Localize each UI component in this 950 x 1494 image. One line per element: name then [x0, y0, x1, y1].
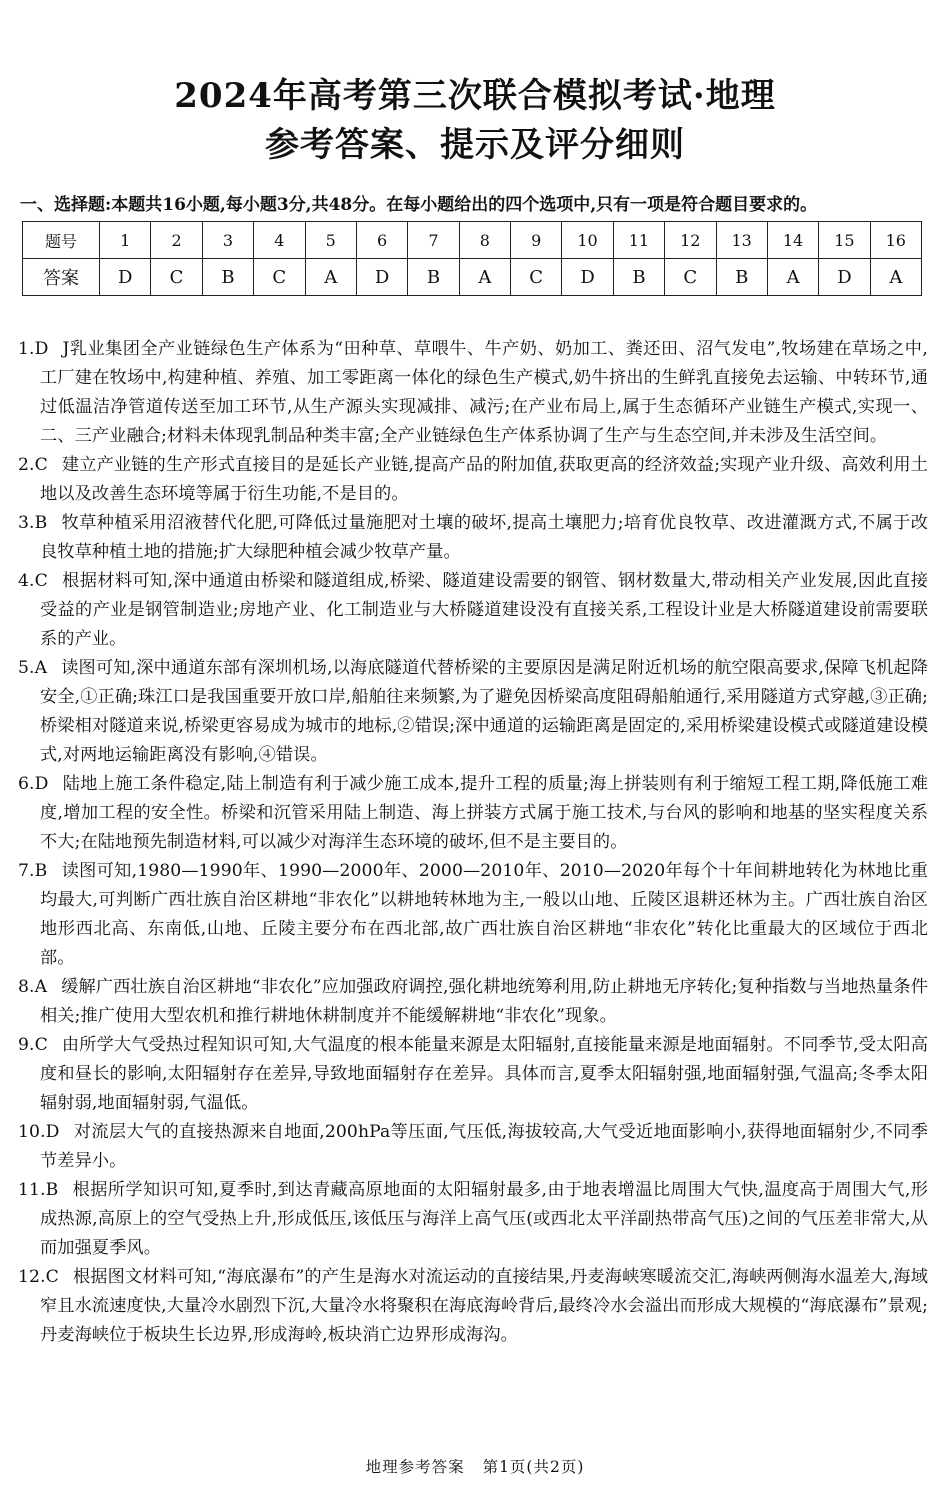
page-footer: [0, 1455, 950, 1477]
question-number-cell: 15: [819, 222, 870, 259]
answer-table: [22, 221, 922, 296]
page-title: 2024年高考第三次联合模拟考试·地理: [174, 76, 776, 116]
item-text: 对流层大气的直接热源来自地面,200hPa等压面,气压低,海拔较高,大气受近地面影响小,获得地面辐射少,不同季节差异小。: [40, 1122, 928, 1171]
question-number-cell: 1: [100, 222, 151, 259]
item-answer: B: [34, 861, 48, 881]
question-number-cell: 3: [202, 222, 253, 259]
item-answer: A: [34, 977, 48, 997]
answer-cell: A: [767, 259, 818, 296]
explanation-item: [0, 567, 950, 654]
item-text: 根据图文材料可知,“海底瀑布”的产生是海水对流运动的直接结果,丹麦海峡寒暖流交汇,海峡两侧海水温差大,海域窄且水流速度快,大量冷水剧烈下沉,大量冷水将聚积在海底海岭背后,最终冷水会溢出而形成大规模的“海底瀑布”景观;丹麦海峡位于板块生长边界,形成海岭,板块消亡边界形成海沟。: [40, 1267, 928, 1345]
item-answer: C: [34, 571, 48, 591]
page-subtitle: 参考答案、提示及评分细则: [265, 125, 685, 165]
explanation-item: [0, 1176, 950, 1263]
explanation-item: [0, 654, 950, 770]
answer-cell: C: [511, 259, 562, 296]
answer-cell: C: [665, 259, 716, 296]
item-text: 牧草种植采用沼液替代化肥,可降低过量施肥对土壤的破坏,提高土壤肥力;培育优良牧草、改进灌溉方式,不属于改良牧草种植土地的措施;扩大绿肥种植会减少牧草产量。: [40, 513, 928, 562]
explanation-item: [0, 335, 950, 451]
section-heading: 一、选择题:本题共16小题,每小题3分,共48分。在每小题给出的四个选项中,只有一项是符合题目要求的。: [20, 195, 818, 215]
item-text: 建立产业链的生产形式直接目的是延长产业链,提高产品的附加值,获取更高的经济效益;实现产业升级、高效利用土地以及改善生态环境等属于衍生功能,不是目的。: [40, 455, 928, 504]
item-answer: D: [45, 1122, 60, 1142]
question-number-cell: 9: [511, 222, 562, 259]
answer-cell: C: [254, 259, 305, 296]
item-number: 8.: [18, 977, 35, 997]
item-answer: D: [34, 339, 49, 359]
question-number-cell: 8: [459, 222, 510, 259]
row-label-question-number: 题号: [23, 222, 100, 259]
answer-table-answer-row: [23, 259, 922, 296]
item-number: 11.: [18, 1180, 46, 1200]
answer-cell: B: [408, 259, 459, 296]
item-text: 陆地上施工条件稳定,陆上制造有利于减少施工成本,提升工程的质量;海上拼装则有利于缩短工程工期,降低施工难度,增加工程的安全性。桥梁和沉管采用陆上制造、海上拼装方式属于施工技术,与台风的影响和地基的坚实程度关系不大;在陆地预先制造材料,可以减少对海洋生态环境的破坏,但不是主要目的。: [40, 774, 928, 852]
item-text: 缓解广西壮族自治区耕地“非农化”应加强政府调控,强化耕地统筹利用,防止耕地无序转化;复种指数与当地热量条件相关;推广使用大型农机和推行耕地休耕制度并不能缓解耕地“非农化”现象。: [40, 977, 928, 1026]
answer-cell: B: [613, 259, 664, 296]
answer-cell: A: [870, 259, 921, 296]
item-answer: C: [34, 1035, 48, 1055]
question-number-cell: 13: [716, 222, 767, 259]
question-number-cell: 4: [254, 222, 305, 259]
question-number-cell: 2: [151, 222, 202, 259]
answer-cell: B: [716, 259, 767, 296]
item-answer: C: [34, 455, 48, 475]
answer-cell: D: [356, 259, 407, 296]
question-number-cell: 5: [305, 222, 356, 259]
answer-cell: C: [151, 259, 202, 296]
page-number: 第1页(共2页): [482, 1458, 585, 1476]
answer-cell: B: [202, 259, 253, 296]
question-number-cell: 14: [767, 222, 818, 259]
answer-table-number-row: [23, 222, 922, 259]
item-text: 根据所学知识可知,夏季时,到达青藏高原地面的太阳辐射最多,由于地表增温比周围大气快,温度高于周围大气,形成热源,高原上的空气受热上升,形成低压,该低压与海洋上高气压(或西北太平洋副热带高气压)之间的气压差非常大,从而加强夏季风。: [40, 1180, 928, 1258]
item-number: 12.: [18, 1267, 46, 1287]
explanation-item: [0, 1263, 950, 1350]
explanation-item: [0, 451, 950, 509]
item-number: 6.: [18, 774, 35, 794]
item-number: 7.: [18, 861, 35, 881]
item-answer: A: [34, 658, 48, 678]
explanation-list: [0, 335, 950, 1350]
question-number-cell: 10: [562, 222, 613, 259]
item-number: 2.: [18, 455, 35, 475]
row-label-answer: 答案: [23, 259, 100, 296]
item-text: J乳业集团全产业链绿色生产体系为“田种草、草喂牛、牛产奶、奶加工、粪还田、沼气发电”,牧场建在草场之中,工厂建在牧场中,构建种植、养殖、加工零距离一体化的绿色生产模式,奶牛挤出的生鲜乳直接免去运输、中转环节,通过低温洁净管道传送至加工环节,从生产源头实现减排、减污;在产业布局上,属于生态循环产业链生产模式,实现一、二、三产业融合;材料未体现乳制品种类丰富;全产业链绿色生产体系协调了生产与生态空间,并未涉及生活空间。: [40, 339, 928, 446]
item-text: 由所学大气受热过程知识可知,大气温度的根本能量来源是太阳辐射,直接能量来源是地面辐射。不同季节,受太阳高度和昼长的影响,太阳辐射存在差异,导致地面辐射存在差异。具体而言,夏季太阳辐射强,地面辐射强,气温高;冬季太阳辐射弱,地面辐射弱,气温低。: [40, 1035, 928, 1113]
item-answer: B: [34, 513, 48, 533]
answer-cell: D: [819, 259, 870, 296]
explanation-item: [0, 973, 950, 1031]
answer-cell: D: [100, 259, 151, 296]
answer-cell: A: [305, 259, 356, 296]
explanation-item: [0, 1118, 950, 1176]
question-number-cell: 12: [665, 222, 716, 259]
answer-cell: A: [459, 259, 510, 296]
answer-cell: D: [562, 259, 613, 296]
question-number-cell: 6: [356, 222, 407, 259]
item-number: 5.: [18, 658, 35, 678]
item-text: 读图可知,1980—1990年、1990—2000年、2000—2010年、2010—2020年每个十年间耕地转化为林地比重均最大,可判断广西壮族自治区耕地“非农化”以耕地转林地为主,一般以山地、丘陵区退耕还林为主。广西壮族自治区地形西北高、东南低,山地、丘陵主要分布在西北部,故广西壮族自治区耕地“非农化”转化比重最大的区域位于西北部。: [40, 861, 928, 968]
explanation-item: [0, 770, 950, 857]
question-number-cell: 7: [408, 222, 459, 259]
item-number: 9.: [18, 1035, 35, 1055]
item-number: 1.: [18, 339, 35, 359]
question-number-cell: 11: [613, 222, 664, 259]
item-number: 4.: [18, 571, 35, 591]
item-answer: C: [45, 1267, 59, 1287]
item-answer: D: [34, 774, 49, 794]
explanation-item: [0, 857, 950, 973]
item-text: 根据材料可知,深中通道由桥梁和隧道组成,桥梁、隧道建设需要的钢管、钢材数量大,带动相关产业发展,因此直接受益的产业是钢管制造业;房地产业、化工制造业与大桥隧道建设没有直接关系,工程设计业是大桥隧道建设前需要联系的产业。: [40, 571, 928, 649]
item-number: 10.: [18, 1122, 46, 1142]
footer-label: 地理参考答案: [365, 1458, 465, 1476]
item-answer: B: [45, 1180, 59, 1200]
item-text: 读图可知,深中通道东部有深圳机场,以海底隧道代替桥梁的主要原因是满足附近机场的航空限高要求,保障飞机起降安全,①正确;珠江口是我国重要开放口岸,船舶往来频繁,为了避免因桥梁高度阻碍船舶通行,采用隧道方式穿越,③正确;桥梁相对隧道来说,桥梁更容易成为城市的地标,②错误;深中通道的运输距离是固定的,采用桥梁建设模式或隧道建设模式,对两地运输距离没有影响,④错误。: [40, 658, 928, 765]
explanation-item: [0, 509, 950, 567]
item-number: 3.: [18, 513, 35, 533]
explanation-item: [0, 1031, 950, 1118]
question-number-cell: 16: [870, 222, 921, 259]
